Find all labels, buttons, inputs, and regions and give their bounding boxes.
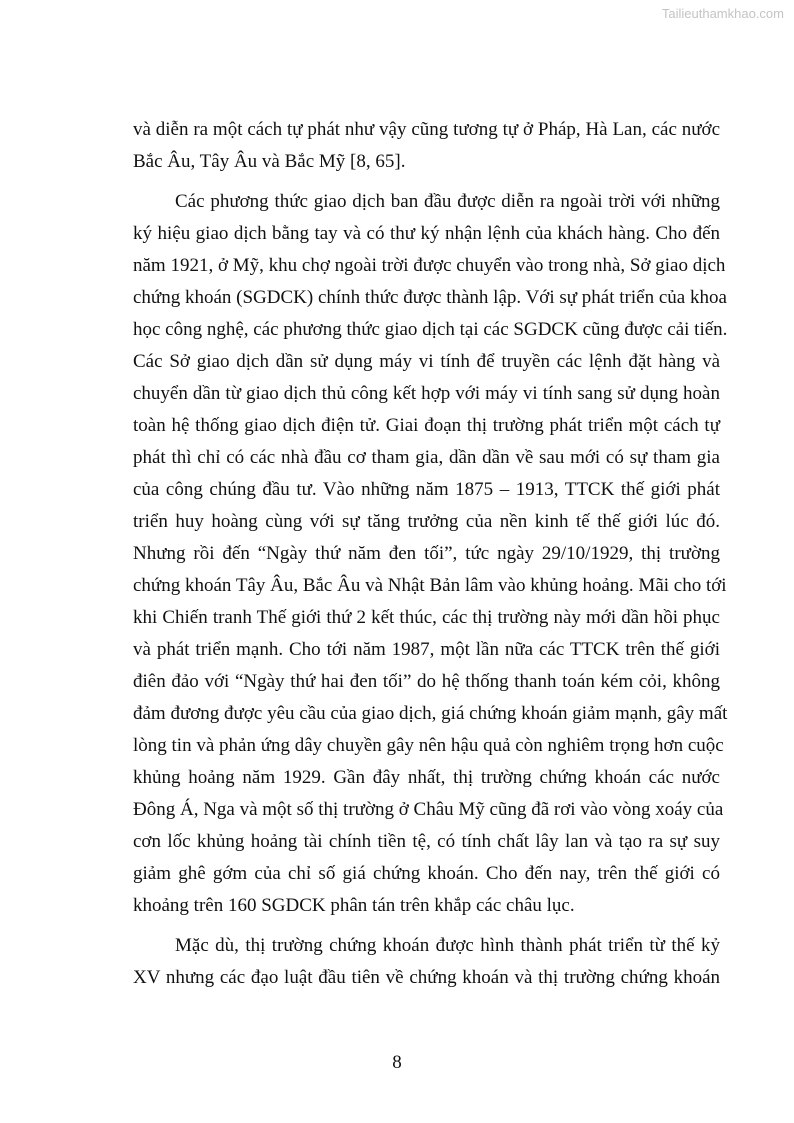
watermark: Tailieuthamkhao.com [661,6,784,21]
document-body [133,114,728,1002]
text-line: năm 1921, ở Mỹ, khu chợ ngoài trời được chuyển vào trong nhà, Sở giao dịch [133,255,726,276]
text-line: lòng tin và phản ứng dây chuyền gây nên hậu quả còn nghiêm trọng hơn cuộc [133,735,724,756]
text-line: Mặc dù, thị trường chứng khoán được hình thành phát triển từ thế kỷ [175,935,720,956]
text-line: chứng khoán Tây Âu, Bắc Âu và Nhật Bản lâm vào khủng hoảng. Mãi cho tới [133,575,727,596]
text-line: cơn lốc khủng hoảng tài chính tiền tệ, có tính chất lây lan và tạo ra sự suy [133,831,720,852]
text-line: đảm đương được yêu cầu của giao dịch, giá chứng khoán giảm mạnh, gây mất [133,703,728,724]
text-line: khi Chiến tranh Thế giới thứ 2 kết thúc, các thị trường này mới dần hồi phục [133,607,720,628]
text-line: Các phương thức giao dịch ban đầu được diễn ra ngoài trời với những [175,191,720,212]
text-line: Nhưng rồi đến “Ngày thứ năm đen tối”, tức ngày 29/10/1929, thị trường [133,543,720,564]
text-line: chuyển dần từ giao dịch thủ công kết hợp với máy vi tính sang sử dụng hoàn [133,383,720,404]
text-line: Các Sở giao dịch dần sử dụng máy vi tính để truyền các lệnh đặt hàng và [133,351,720,372]
text-line: phát thì chỉ có các nhà đầu cơ tham gia, dần dần về sau mới có sự tham gia [133,447,720,468]
text-line: khủng hoảng năm 1929. Gần đây nhất, thị trường chứng khoán các nước [133,767,720,788]
paragraph [133,114,720,178]
text-line: triển huy hoàng cùng với sự tăng trưởng của nền kinh tế thế giới lúc đó. [133,511,720,532]
text-line: Bắc Âu, Tây Âu và Bắc Mỹ [8, 65]. [133,151,406,172]
text-line: Đông Á, Nga và một số thị trường ở Châu Mỹ cũng đã rơi vào vòng xoáy của [133,799,724,820]
paragraph [133,930,720,994]
text-line: và phát triển mạnh. Cho tới năm 1987, một lần nữa các TTCK trên thế giới [133,639,720,660]
text-line: của công chúng đầu tư. Vào những năm 1875 – 1913, TTCK thế giới phát [133,479,720,500]
text-line: và diễn ra một cách tự phát như vậy cũng tương tự ở Pháp, Hà Lan, các nước [133,119,720,140]
paragraph [133,186,728,922]
text-line: XV nhưng các đạo luật đầu tiên về chứng khoán và thị trường chứng khoán [133,967,720,988]
text-line: học công nghệ, các phương thức giao dịch tại các SGDCK cũng được cải tiến. [133,319,728,340]
text-line: chứng khoán (SGDCK) chính thức được thành lập. Với sự phát triển của khoa [133,287,727,308]
text-line: khoảng trên 160 SGDCK phân tán trên khắp các châu lục. [133,895,575,916]
text-line: giảm ghê gớm của chỉ số giá chứng khoán. Cho đến nay, trên thế giới có [133,863,720,884]
text-line: toàn hệ thống giao dịch điện tử. Giai đoạn thị trường phát triển một cách tự [133,415,720,436]
text-line: ký hiệu giao dịch bằng tay và có thư ký nhận lệnh của khách hàng. Cho đến [133,223,720,244]
page-number: 8 [392,1052,402,1073]
text-line: điên đảo với “Ngày thứ hai đen tối” do hệ thống thanh toán kém cỏi, không [133,671,720,692]
